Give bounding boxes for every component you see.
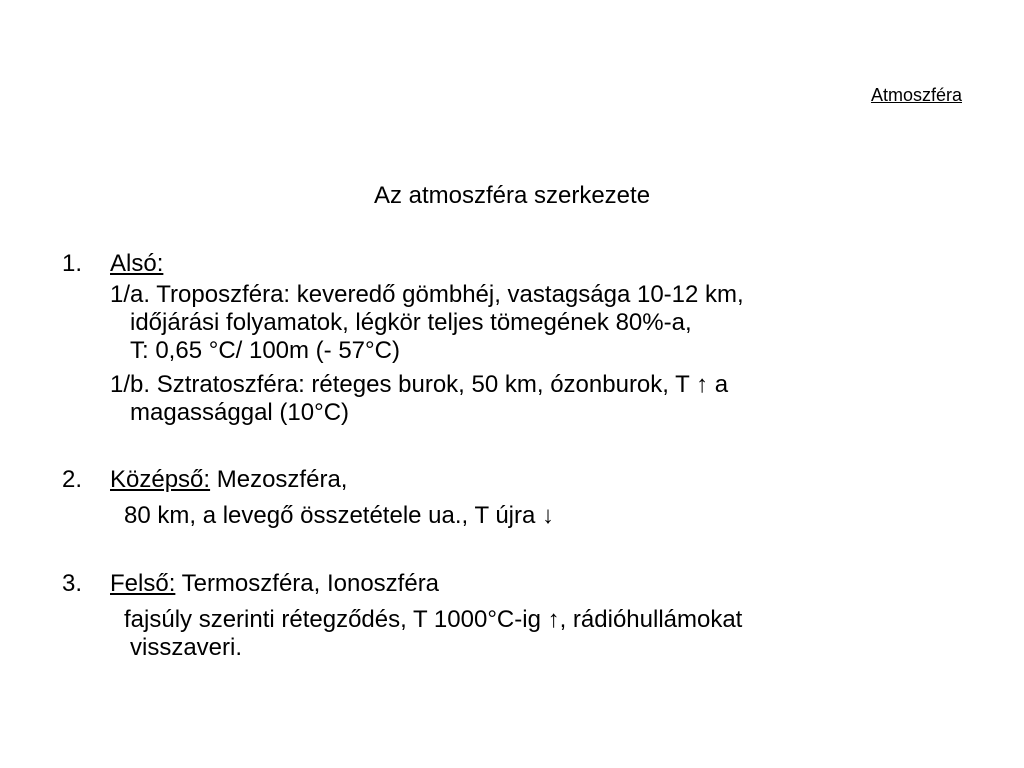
subsection-3 (124, 606, 742, 662)
subsection-line: időjárási folyamatok, légkör teljes tömegének 80%-a, (130, 309, 692, 336)
subsection-line: 1/a. Troposzféra: keveredő gömbhéj, vastagsága 10-12 km, (110, 281, 744, 308)
subsection-line: 80 km, a levegő összetétele ua., T újra ↓ (124, 502, 555, 529)
subsection-line: fajsúly szerinti rétegződés, T 1000°C-ig ↑, rádióhullámokat (124, 606, 743, 633)
slide-title: Az atmoszféra szerkezete (373, 182, 651, 209)
section-1 (62, 250, 962, 278)
subsection-line: magassággal (10°C) (130, 399, 350, 426)
subsection-1a (110, 281, 744, 365)
section-number: 2. (62, 466, 83, 493)
section-label: Felső: (110, 570, 176, 597)
subsection-2 (124, 502, 554, 530)
section-3-heading (62, 570, 962, 598)
section-3 (62, 570, 962, 598)
section-number: 1. (62, 250, 83, 277)
section-2-heading (62, 466, 962, 494)
section-2 (62, 466, 962, 494)
section-1-heading (62, 250, 962, 278)
subsection-1b (110, 371, 728, 427)
subsection-line: T: 0,65 °C/ 100m (- 57°C) (130, 337, 400, 364)
section-heading (110, 570, 439, 598)
section-rest: Termoszféra, Ionoszféra (175, 570, 440, 597)
subsection-line: 1/b. Sztratoszféra: réteges burok, 50 km, ózonburok, T ↑ a (110, 371, 729, 398)
header-link-atmoszfera[interactable]: Atmoszféra (870, 85, 962, 105)
section-heading (110, 466, 347, 494)
section-label: Alsó: (110, 250, 164, 277)
section-number: 3. (62, 570, 83, 597)
section-heading (110, 250, 163, 278)
section-rest: Mezoszféra, (210, 466, 348, 493)
subsection-line: visszaveri. (130, 634, 243, 661)
section-label: Középső: (110, 466, 211, 493)
